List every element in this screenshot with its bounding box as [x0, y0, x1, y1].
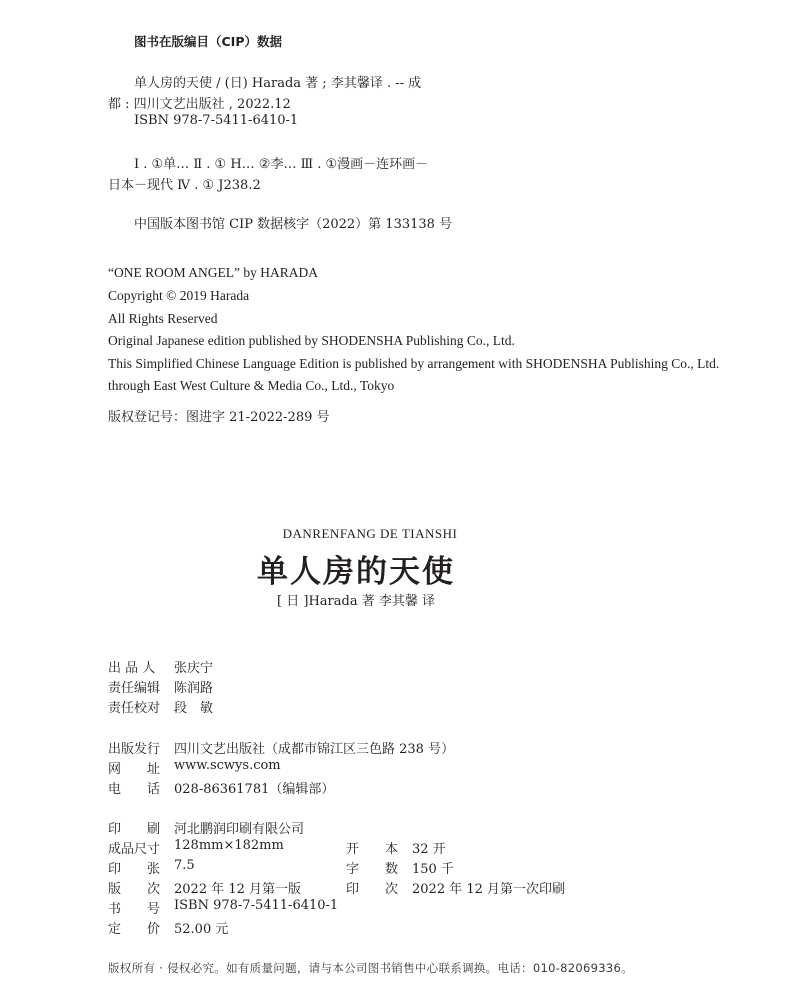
credit-label-producer: 出 品 人 [108, 661, 156, 676]
printer-label: 印 刷 [108, 822, 161, 837]
cip-line-classification: Ⅰ . ①单… Ⅱ . ① H… ②李… Ⅲ . ①漫画－连环画－ [134, 157, 429, 172]
phone-value: 028-86361781（编辑部） [174, 782, 335, 797]
credit-value-editor: 陈润路 [174, 681, 214, 696]
word-count-label: 字 数 [346, 862, 399, 877]
cip-line-classification-cont: 日本－现代 Ⅳ . ① J238.2 [108, 178, 261, 193]
credit-value-proofreader: 段 敏 [174, 701, 214, 716]
price-label: 定 价 [108, 922, 161, 937]
author-translator: [ 日 ]Harada 著 李其馨 译 [277, 594, 435, 609]
cip-line-record: 中国版本图书馆 CIP 数据核字（2022）第 133138 号 [134, 217, 453, 232]
printer-value: 河北鹏润印刷有限公司 [174, 822, 305, 837]
cip-heading: 图书在版编目（CIP）数据 [134, 34, 282, 49]
price-value: 52.00 元 [174, 922, 229, 937]
cip-line-isbn: ISBN 978-7-5411-6410-1 [134, 113, 299, 128]
publisher-label: 出版发行 [108, 742, 161, 757]
printing-label: 印 次 [346, 882, 399, 897]
isbn-label: 书 号 [108, 902, 161, 917]
edition-value: 2022 年 12 月第一版 [174, 882, 302, 897]
cip-line-publisher: 都 : 四川文艺出版社 , 2022.12 [108, 97, 291, 112]
book-title: 单人房的天使 [257, 554, 455, 590]
copyright-line: Copyright © 2019 Harada [108, 288, 250, 303]
credit-label-proofreader: 责任校对 [108, 701, 161, 716]
credit-label-editor: 责任编辑 [108, 681, 161, 696]
publisher-value: 四川文艺出版社（成都市锦江区三色路 238 号） [174, 742, 455, 757]
rights-footer: 版权所有 · 侵权必究。如有质量问题，请与本公司图书销售中心联系调换。电话：010-82069336。 [108, 961, 633, 975]
edition-label: 版 次 [108, 882, 161, 897]
copyright-registration: 版权登记号：图进字 21-2022-289 号 [108, 410, 330, 425]
simplified-edition-note: This Simplified Chinese Language Edition is published by arrangement with SHODENSHA Publishing Co., Ltd. [108, 356, 720, 371]
credit-value-producer: 张庆宁 [174, 661, 214, 676]
rights-reserved: All Rights Reserved [108, 311, 218, 326]
printing-value: 2022 年 12 月第一次印刷 [412, 882, 566, 897]
sheets-value: 7.5 [174, 858, 195, 873]
website-label: 网 址 [108, 762, 161, 777]
sheets-label: 印 张 [108, 862, 161, 877]
format-value: 32 开 [412, 842, 446, 857]
word-count-value: 150 千 [412, 862, 454, 877]
original-publisher: Original Japanese edition published by SHODENSHA Publishing Co., Ltd. [108, 333, 515, 348]
website-value: www.scwys.com [174, 758, 281, 773]
size-label: 成品尺寸 [108, 842, 161, 857]
title-pinyin: DANRENFANG DE TIANSHI [282, 526, 458, 541]
size-value: 128mm×182mm [174, 838, 284, 853]
agency-note: through East West Culture & Media Co., Ltd., Tokyo [108, 378, 395, 393]
cip-line-title: 单人房的天使 / (日) Harada 著 ; 李其馨译 . -- 成 [134, 76, 422, 91]
format-label: 开 本 [346, 842, 399, 857]
original-title: “ONE ROOM ANGEL” by HARADA [108, 265, 318, 280]
phone-label: 电 话 [108, 782, 161, 797]
isbn-value: ISBN 978-7-5411-6410-1 [174, 898, 339, 913]
